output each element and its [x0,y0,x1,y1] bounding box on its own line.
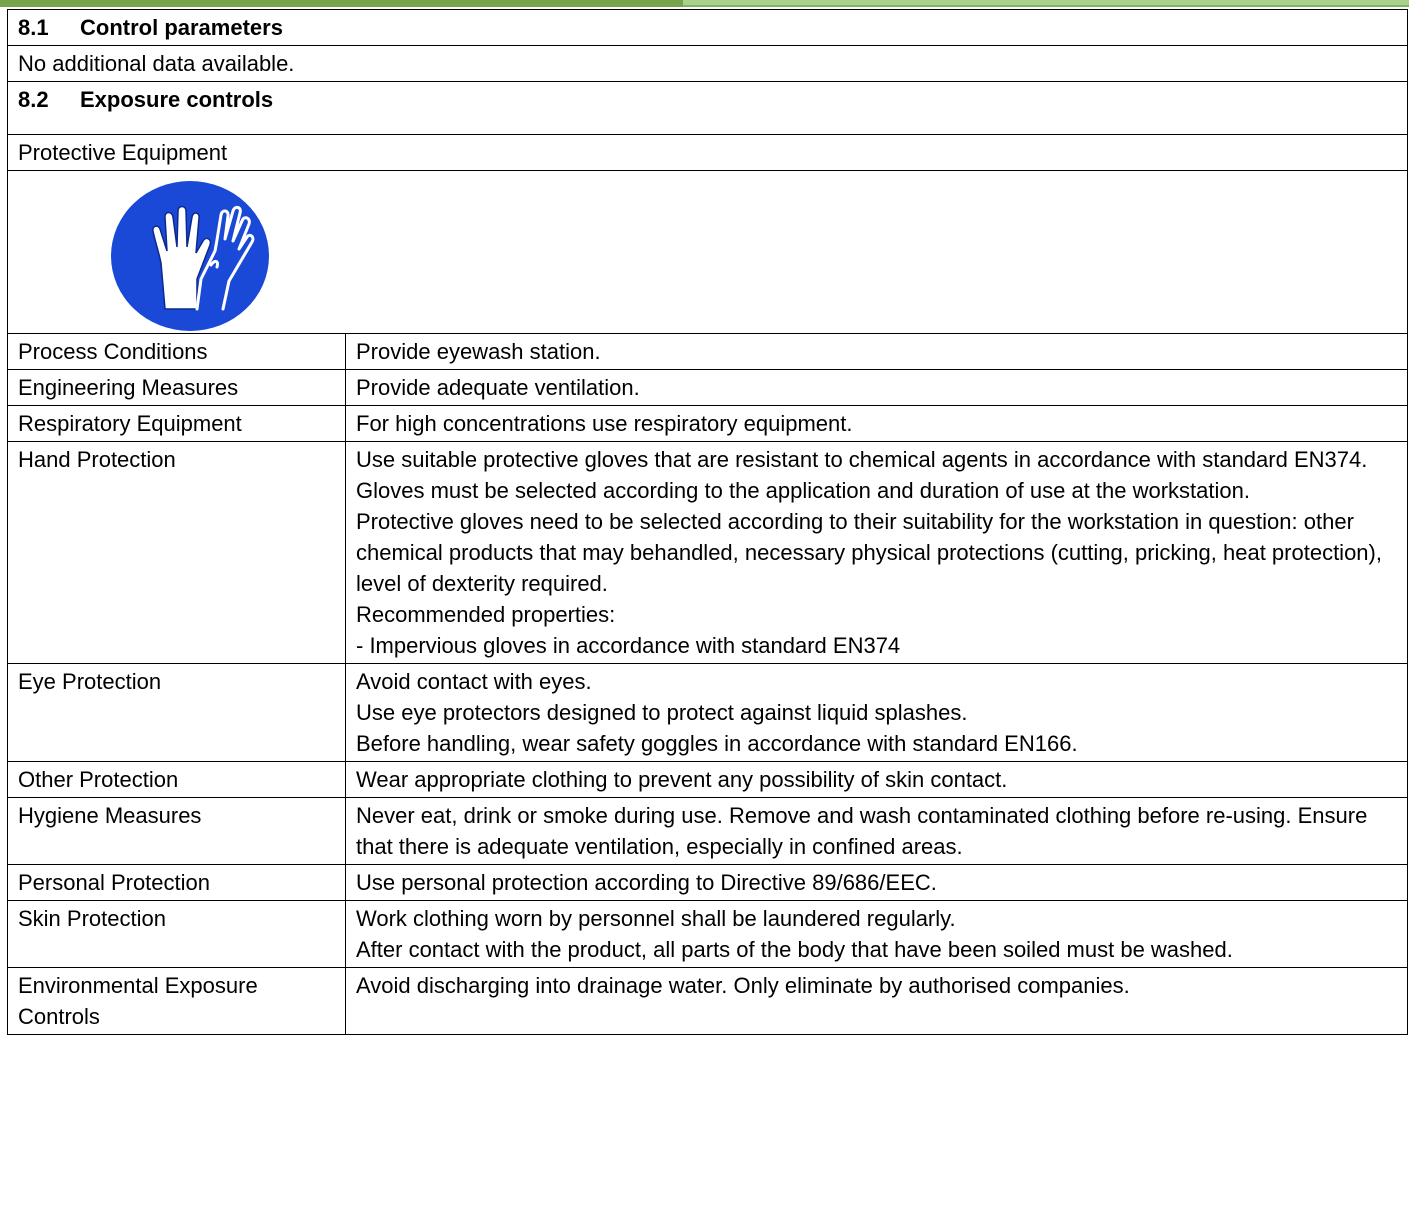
row-text [346,442,1408,664]
section-number: 8.1 [18,15,49,40]
row-text-line: Use eye protectors designed to protect against liquid splashes. [356,700,968,725]
table-row [8,762,1408,798]
protective-equipment-row [8,135,1408,171]
row-text-line: - Impervious gloves in accordance with standard EN374 [356,633,901,658]
row-text-line: Never eat, drink or smoke during use. Remove and wash contaminated clothing before re-using. Ensure that there is adequate ventilation, especially in confined areas. [356,803,1368,859]
row-text [346,762,1408,798]
row-text [346,370,1408,406]
header-bar-underline [683,5,1409,7]
section-title: Exposure controls [80,87,274,112]
row-text [346,334,1408,370]
row-text-line: Avoid discharging into drainage water. Only eliminate by authorised companies. [356,973,1130,998]
row-text [346,968,1408,1035]
header-bar-dark [0,0,683,7]
row-text [346,865,1408,901]
table-row [8,406,1408,442]
exposure-controls-table [7,9,1408,1035]
row-text-line: Provide adequate ventilation. [356,375,640,400]
table-row [8,865,1408,901]
row-label: Hygiene Measures [8,798,346,865]
row-text-line: Use suitable protective gloves that are resistant to chemical agents in accordance with standard EN374. [356,447,1368,472]
row-text [346,406,1408,442]
row-text-line: Protective gloves need to be selected according to their suitability for the workstation in question: other chemical products that may behandled, necessary physical protections (cutting, pricking, heat protection), level of dexterity required. [356,509,1382,596]
row-text-line: Before handling, wear safety goggles in accordance with standard EN166. [356,731,1078,756]
row-label: Personal Protection [8,865,346,901]
table-row [8,334,1408,370]
no-data-row [8,46,1408,82]
row-text-line: Recommended properties: [356,602,616,627]
no-data-text: No additional data available. [8,46,1408,82]
section-header-bar [0,0,1409,7]
row-text-line: For high concentrations use respiratory equipment. [356,411,853,436]
table-row [8,798,1408,865]
row-text [346,798,1408,865]
row-text-line: Work clothing worn by personnel shall be laundered regularly. [356,906,956,931]
row-text-line: After contact with the product, all parts of the body that have been soiled must be washed. [356,937,1233,962]
row-label: Process Conditions [8,334,346,370]
table-row [8,901,1408,968]
table-row [8,664,1408,762]
row-label: Hand Protection [8,442,346,664]
table-row [8,968,1408,1035]
section-8-1-heading [8,10,1408,46]
row-label: Environmental Exposure Controls [8,968,346,1035]
protective-equipment-label: Protective Equipment [8,135,1408,171]
row-text-line: Provide eyewash station. [356,339,601,364]
row-label: Eye Protection [8,664,346,762]
row-label: Skin Protection [8,901,346,968]
section-8-2-heading [8,82,1408,135]
row-label: Engineering Measures [8,370,346,406]
row-label: Other Protection [8,762,346,798]
section-number: 8.2 [18,87,49,112]
table-row [8,370,1408,406]
row-text-line: Gloves must be selected according to the application and duration of use at the workstation. [356,478,1250,503]
pictogram-row [8,171,1408,334]
row-text-line: Use personal protection according to Directive 89/686/EEC. [356,870,937,895]
row-label: Respiratory Equipment [8,406,346,442]
row-text [346,664,1408,762]
table-row [8,442,1408,664]
section-title: Control parameters [80,15,283,40]
gloves-icon [111,181,269,331]
row-text [346,901,1408,968]
row-text-line: Avoid contact with eyes. [356,669,592,694]
row-text-line: Wear appropriate clothing to prevent any possibility of skin contact. [356,767,1008,792]
